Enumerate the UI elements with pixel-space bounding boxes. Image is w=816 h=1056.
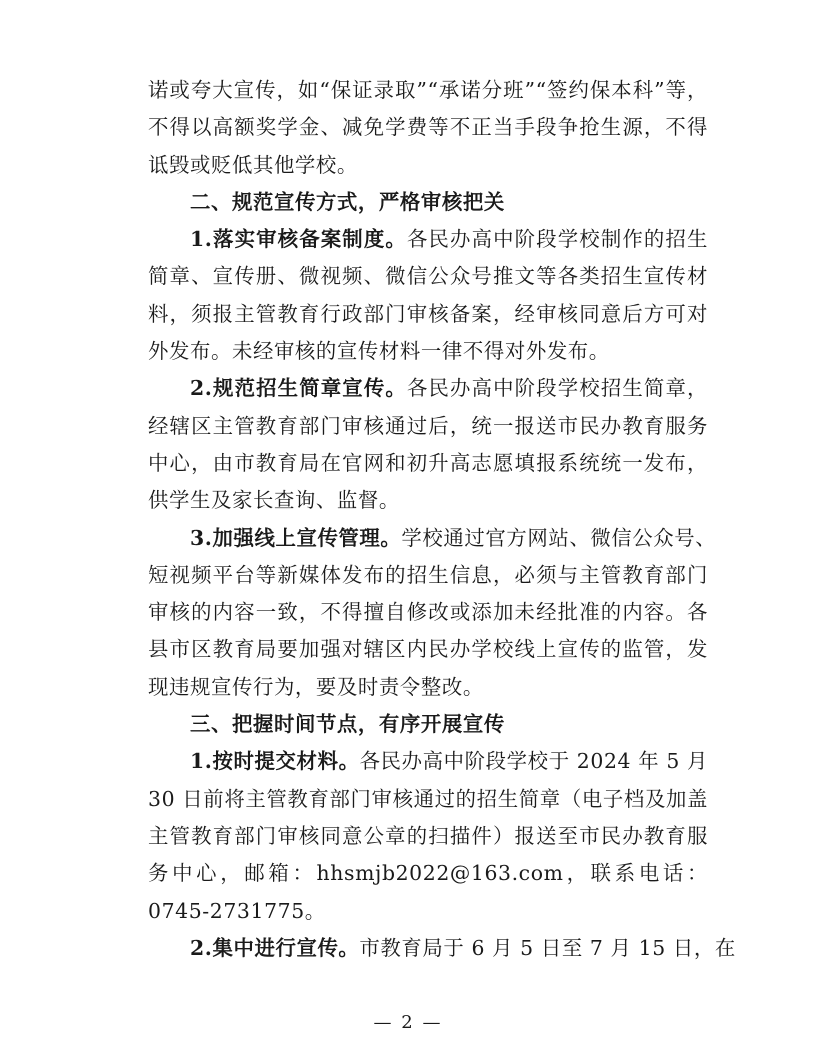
page-number: — 2 —	[373, 1012, 443, 1033]
text-line: 0745-2731775。	[148, 898, 326, 923]
text-line: 现违规宣传行为，要及时责令整改。	[148, 674, 484, 699]
text-line: 不得以高额奖学金、减免学费等不正当手段争抢生源，不得	[148, 115, 708, 140]
paragraph-first-line	[148, 370, 708, 407]
paragraph-text: 各民办高中阶段学校招生简章，	[406, 376, 708, 401]
text-line: 中心，由市教育局在官网和初升高志愿填报系统统一发布，	[148, 450, 708, 475]
paragraph-first-line	[148, 520, 717, 557]
paragraph-lead: 3.加强线上宣传管理。	[190, 525, 402, 550]
paragraph-first-line	[148, 930, 736, 967]
paragraph-lead: 2.规范招生简章宣传。	[190, 376, 407, 401]
paragraph-lead: 1.按时提交材料。	[190, 749, 360, 774]
text-line: 料，须报主管教育行政部门审核备案，经审核同意后方可对	[148, 301, 708, 326]
section-heading: 三、把握时间节点，有序开展宣传	[190, 712, 505, 737]
paragraph-first-line	[148, 743, 708, 780]
paragraph-text: 学校通过官方网站、微信公众号、	[401, 525, 717, 550]
text-line: 经辖区主管教育部门审核通过后，统一报送市民办教育服务	[148, 413, 708, 438]
text-line: 30 日前将主管教育部门审核通过的招生简章（电子档及加盖	[148, 786, 708, 811]
paragraph-lead: 1.落实审核备案制度。	[190, 227, 407, 252]
text-line: 供学生及家长查询、监督。	[148, 488, 400, 513]
text-line: 县市区教育局要加强对辖区内民办学校线上宣传的监管，发	[148, 637, 708, 662]
text-line: 短视频平台等新媒体发布的招生信息，必须与主管教育部门	[148, 562, 708, 587]
paragraph-text: 市教育局于 6 月 5 日至 7 月 15 日，在	[359, 935, 736, 960]
text-line: 审核的内容一致，不得擅自修改或添加未经批准的内容。各	[148, 600, 708, 625]
text-line: 主管教育部门审核同意公章的扫描件）报送至市民办教育服	[148, 823, 708, 848]
paragraph-text: 各民办高中阶段学校于 2024 年 5 月	[359, 749, 708, 774]
paragraph-lead: 2.集中进行宣传。	[190, 935, 360, 960]
section-heading: 二、规范宣传方式，严格审核把关	[190, 189, 505, 214]
paragraph-text: 各民办高中阶段学校制作的招生	[406, 227, 708, 252]
text-line: 诺或夸大宣传，如“保证录取”“承诺分班”“签约保本科”等，	[148, 78, 708, 102]
text-line: 外发布。未经审核的宣传材料一律不得对外发布。	[148, 339, 610, 364]
paragraph-first-line	[148, 221, 708, 258]
text-line: 诋毁或贬低其他学校。	[148, 152, 358, 177]
text-line: 务中心，邮箱：hhsmjb2022@163.com，联系电话：	[148, 861, 708, 886]
document-body	[148, 72, 736, 967]
text-line: 简章、宣传册、微视频、微信公众号推文等各类招生宣传材	[148, 264, 708, 289]
